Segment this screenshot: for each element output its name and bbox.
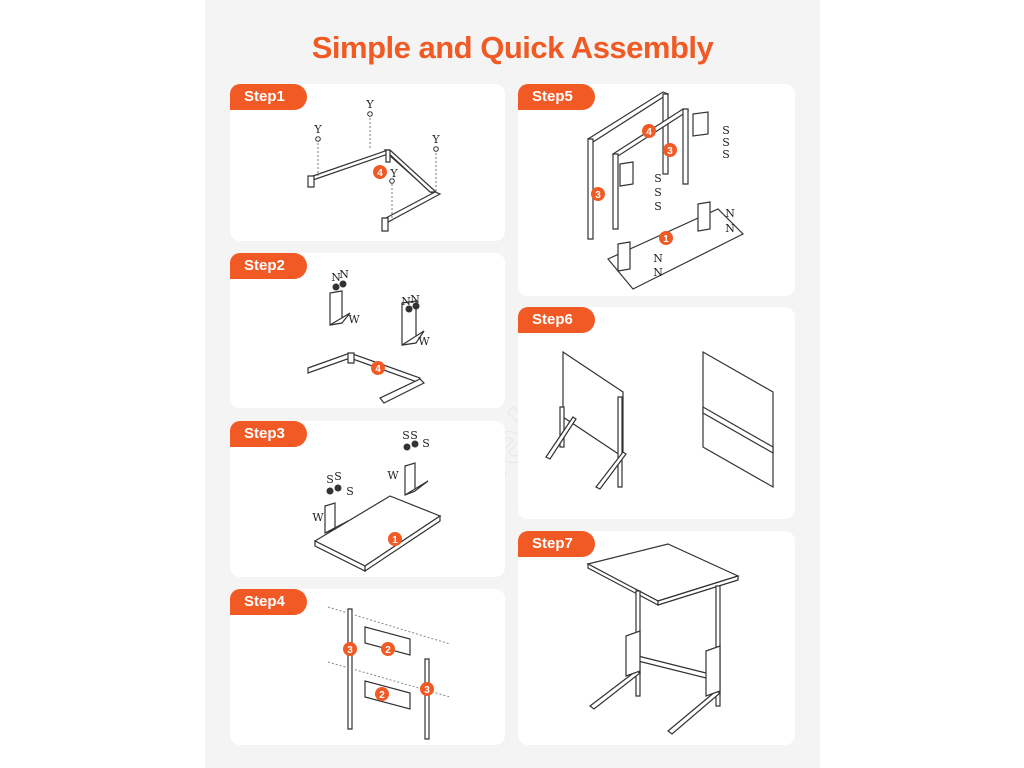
part-y-label: Y [432, 133, 440, 146]
part-s-label: S [722, 148, 730, 161]
step-1-tag: Step1 [230, 84, 307, 110]
part-n-label: N [725, 207, 735, 220]
svg-text:4: 4 [646, 127, 652, 138]
part-s-label: S [402, 429, 410, 442]
part-w-label: W [387, 469, 399, 482]
part-number-badge [659, 231, 673, 245]
part-n-label: N [653, 266, 663, 279]
svg-text:1: 1 [663, 234, 669, 245]
part-number-badge [381, 642, 395, 656]
step-3-card [230, 421, 505, 577]
part-w-label: W [348, 313, 360, 326]
step-2-tag: Step2 [230, 253, 307, 279]
step-7-card [518, 531, 795, 745]
part-y-label: Y [314, 123, 322, 136]
step-5-card [518, 84, 795, 296]
part-number-badge [642, 124, 656, 138]
part-y-label: Y [390, 167, 398, 180]
part-n-label: N [653, 252, 663, 265]
step-5-diagram [518, 84, 795, 296]
part-s-label: S [334, 470, 342, 483]
step-4-card [230, 589, 505, 745]
part-number-badge [591, 187, 605, 201]
step-7-tag: Step7 [518, 531, 595, 557]
step-6-diagram [518, 307, 795, 519]
part-number-badge [388, 532, 402, 546]
part-number-badge [375, 687, 389, 701]
part-s-label: S [722, 136, 730, 149]
svg-text:4: 4 [375, 364, 381, 375]
step-4-tag: Step4 [230, 589, 307, 615]
assembly-sheet [205, 0, 820, 768]
part-n-label: N [331, 271, 341, 284]
part-n-label: N [401, 295, 411, 308]
part-y-label: Y [366, 98, 374, 111]
step-6-tag: Step6 [518, 307, 595, 333]
step-2-card [230, 253, 505, 408]
part-number-badge [420, 682, 434, 696]
part-s-label: S [326, 473, 334, 486]
svg-text:1: 1 [392, 535, 398, 546]
svg-text:3: 3 [347, 645, 353, 656]
step-1-card [230, 84, 505, 241]
part-n-label: N [410, 293, 420, 306]
part-w-label: W [312, 511, 324, 524]
svg-text:3: 3 [424, 685, 430, 696]
part-number-badge [373, 165, 387, 179]
part-n-label: N [339, 268, 349, 281]
part-s-label: S [410, 429, 418, 442]
svg-text:2: 2 [379, 690, 385, 701]
part-number-badge [663, 143, 677, 157]
part-s-label: S [422, 437, 430, 450]
step-3-tag: Step3 [230, 421, 307, 447]
step-6-card [518, 307, 795, 519]
svg-text:3: 3 [667, 146, 673, 157]
part-number-badge [343, 642, 357, 656]
part-number-badge [371, 361, 385, 375]
page-title: Simple and Quick Assembly [311, 30, 714, 65]
part-s-label: S [346, 485, 354, 498]
part-s-label: S [722, 124, 730, 137]
part-s-label: S [654, 186, 662, 199]
part-w-label: W [418, 335, 430, 348]
step-5-tag: Step5 [518, 84, 595, 110]
svg-text:4: 4 [377, 168, 383, 179]
part-s-label: S [654, 172, 662, 185]
svg-text:2: 2 [385, 645, 391, 656]
svg-text:3: 3 [595, 190, 601, 201]
part-n-label: N [725, 222, 735, 235]
part-s-label: S [654, 200, 662, 213]
step-7-diagram [518, 531, 795, 745]
